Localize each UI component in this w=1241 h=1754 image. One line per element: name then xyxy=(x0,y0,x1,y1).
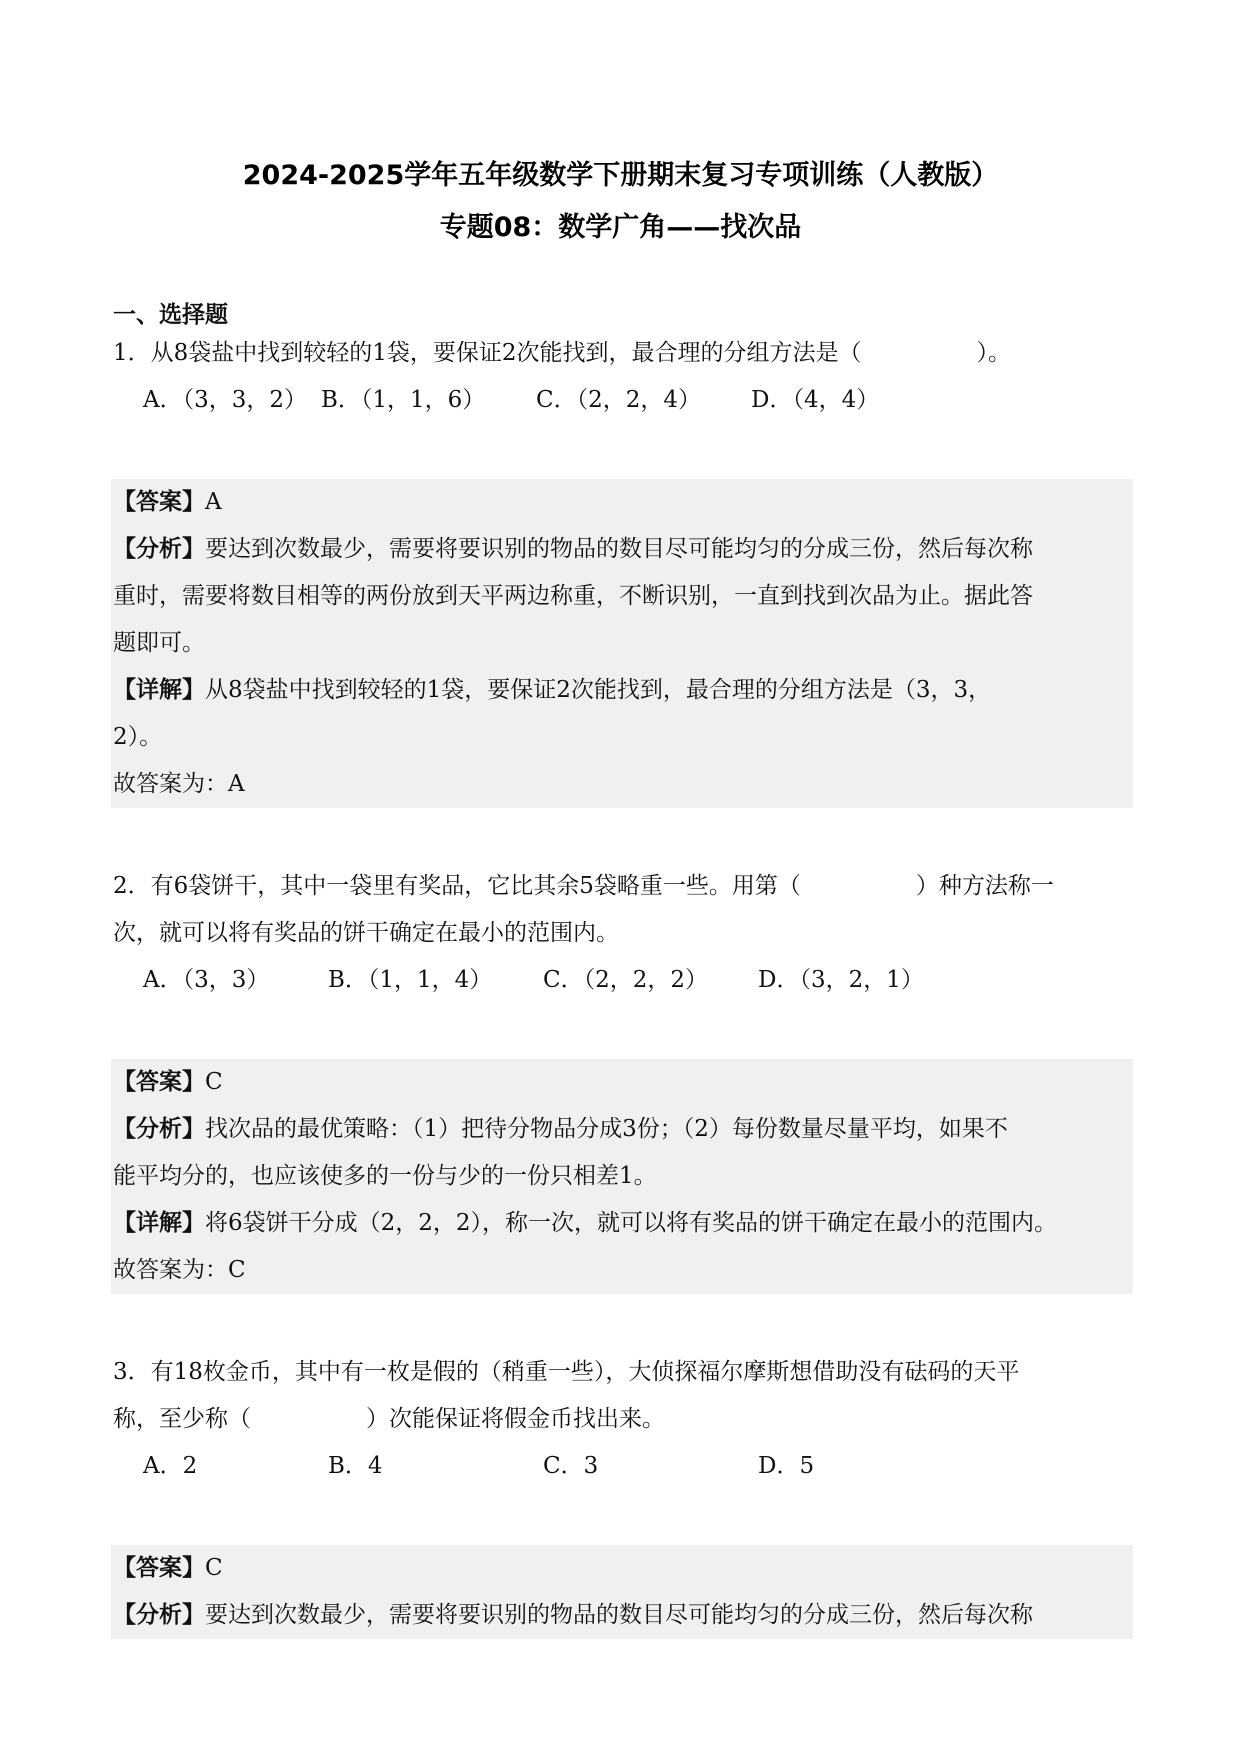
answer-value: C xyxy=(205,1555,223,1581)
question-stem: 称，至少称（ ）次能保证将假金币找出来。 xyxy=(113,1406,665,1432)
option-list xyxy=(143,957,1133,1004)
question-2 xyxy=(113,863,1133,1294)
answer-box xyxy=(111,479,1133,808)
analysis-label: 【分析】 xyxy=(113,536,205,562)
question-3 xyxy=(113,1349,1133,1639)
section-heading: 一、选择题 xyxy=(113,302,228,328)
answer-value: C xyxy=(205,1069,223,1095)
analysis-line xyxy=(113,526,1131,573)
option-b: B．（1，1，4） xyxy=(328,967,493,993)
option-c: C．3 xyxy=(543,1453,599,1479)
analysis-line xyxy=(113,1106,1131,1153)
answer-line xyxy=(113,479,1131,526)
analysis-text: 题即可。 xyxy=(113,630,205,656)
option-d: D．5 xyxy=(758,1453,815,1479)
option-a: A．（3，3，2） xyxy=(143,387,308,413)
conclusion: 故答案为：C xyxy=(113,1257,246,1283)
answer-value: A xyxy=(205,489,222,515)
document-subtitle: 专题08：数学广角——找次品 xyxy=(439,212,802,243)
analysis-label: 【分析】 xyxy=(113,1116,205,1142)
answer-box xyxy=(111,1545,1133,1639)
document-title: 2024-2025学年五年级数学下册期末复习专项训练（人教版） xyxy=(242,160,999,191)
option-d: D．（4，4） xyxy=(751,387,880,413)
title-block xyxy=(0,150,1241,254)
option-c: C．（2，2，4） xyxy=(536,387,701,413)
analysis-line xyxy=(113,1592,1131,1639)
option-list xyxy=(143,1443,1133,1490)
detail-text: 2）。 xyxy=(113,724,163,750)
option-d: D．（3，2，1） xyxy=(758,967,924,993)
option-a: A．（3，3） xyxy=(143,967,270,993)
analysis-text: 能平均分的，也应该使多的一份与少的一份只相差1。 xyxy=(113,1163,657,1189)
analysis-text: 要达到次数最少，需要将要识别的物品的数目尽可能均匀的分成三份，然后每次称 xyxy=(205,536,1033,562)
answer-line xyxy=(113,1545,1131,1592)
detail-label: 【详解】 xyxy=(113,1210,205,1236)
question-stem: 3．有18枚金币，其中有一枚是假的（稍重一些），大侦探福尔摩斯想借助没有砝码的天平 xyxy=(113,1359,1020,1385)
answer-box xyxy=(111,1059,1133,1294)
answer-label: 【答案】 xyxy=(113,1069,205,1095)
option-b: B．4 xyxy=(328,1453,383,1479)
analysis-text: 重时，需要将数目相等的两份放到天平两边称重，不断识别，一直到找到次品为止。据此答 xyxy=(113,583,1033,609)
analysis-text: 要达到次数最少，需要将要识别的物品的数目尽可能均匀的分成三份，然后每次称 xyxy=(205,1602,1033,1628)
conclusion: 故答案为：A xyxy=(113,771,245,797)
question-stem: 次，就可以将有奖品的饼干确定在最小的范围内。 xyxy=(113,920,619,946)
analysis-label: 【分析】 xyxy=(113,1602,205,1628)
option-list xyxy=(143,377,1133,424)
answer-label: 【答案】 xyxy=(113,489,205,515)
detail-line xyxy=(113,1200,1131,1247)
question-stem: 2．有6袋饼干，其中一袋里有奖品，它比其余5袋略重一些。用第（ ）种方法称一 xyxy=(113,873,1054,899)
question-stem: 1．从8袋盐中找到较轻的1袋，要保证2次能找到，最合理的分组方法是（ ）。 xyxy=(113,340,1012,366)
answer-label: 【答案】 xyxy=(113,1555,205,1581)
analysis-text: 找次品的最优策略：（1）把待分物品分成3份；（2）每份数量尽量平均，如果不 xyxy=(205,1116,1008,1142)
question-1 xyxy=(113,330,1133,808)
answer-line xyxy=(113,1059,1131,1106)
detail-line xyxy=(113,667,1131,714)
option-c: C．（2，2，2） xyxy=(543,967,708,993)
detail-text: 将6袋饼干分成（2，2，2），称一次，就可以将有奖品的饼干确定在最小的范围内。 xyxy=(205,1210,1058,1236)
content xyxy=(113,300,1133,1639)
option-a: A．2 xyxy=(143,1453,198,1479)
detail-label: 【详解】 xyxy=(113,677,205,703)
option-b: B．（1，1，6） xyxy=(321,387,486,413)
detail-text: 从8袋盐中找到较轻的1袋，要保证2次能找到，最合理的分组方法是（3，3， xyxy=(205,677,992,703)
